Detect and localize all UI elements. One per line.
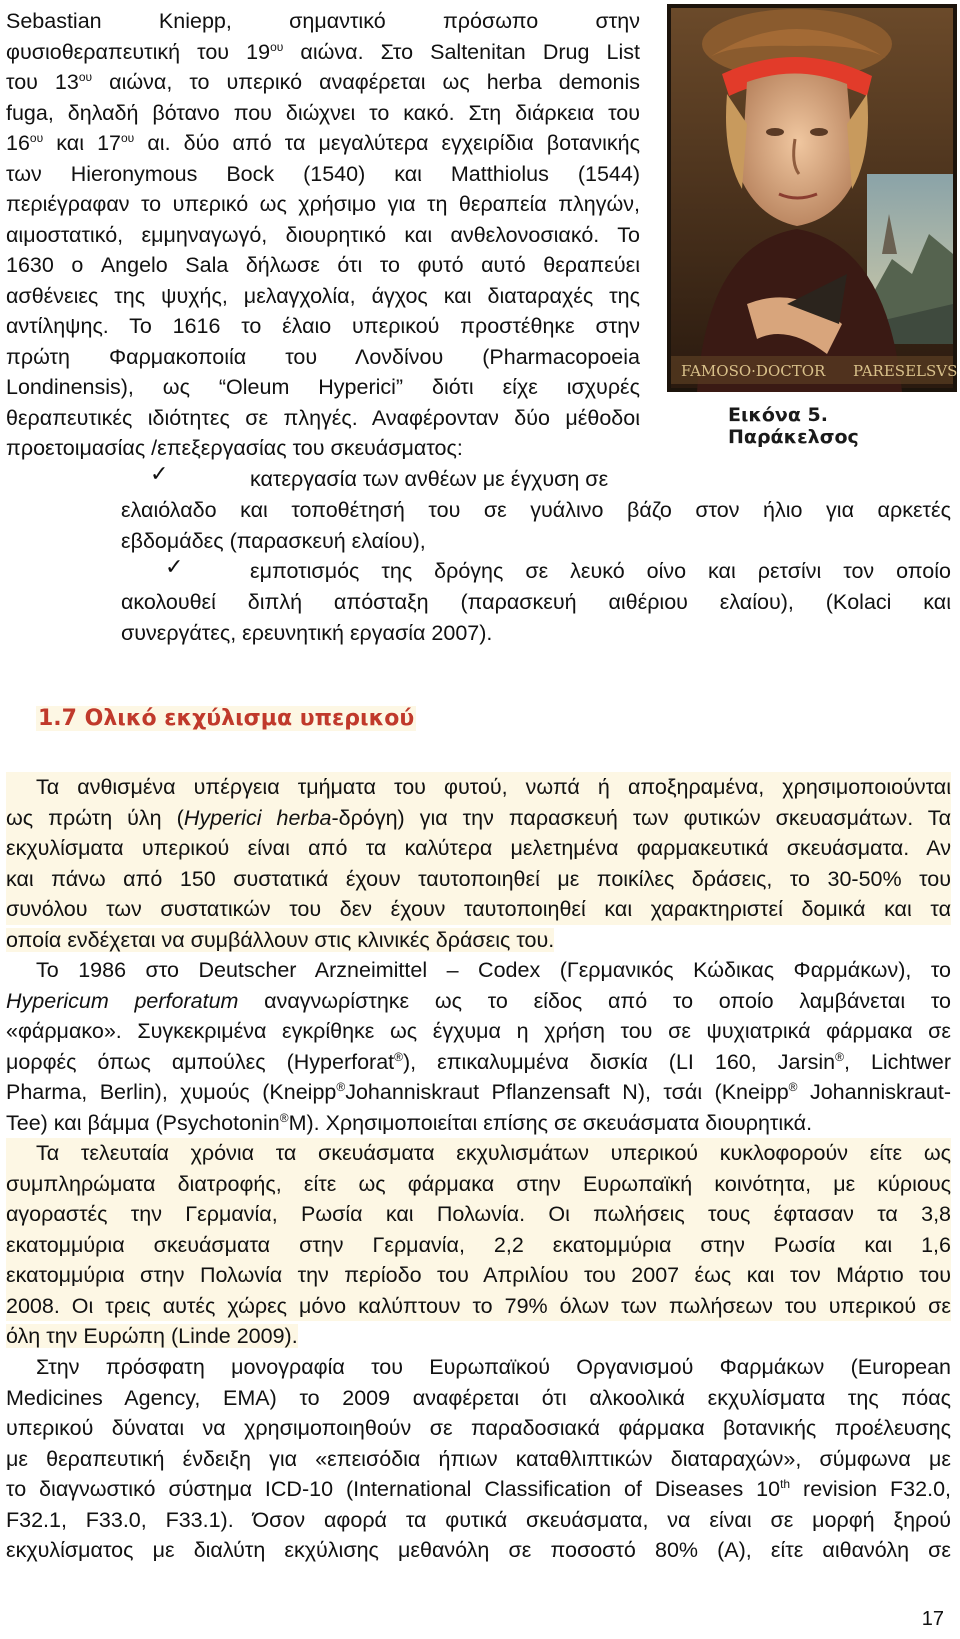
text-line: αγοραστές την Γερμανία, Ρωσία και Πολωνία. Οι πωλήσεις τους έφτασαν τα 3,8 <box>6 1199 951 1230</box>
text-line: περιέγραφαν το υπερικό ως χρήσιμο για τη θεραπεία πληγών, <box>6 192 640 216</box>
text-line: συνόλου των συστατικών του δεν έχουν ταυτοποιηθεί και χαρακτηριστεί δομικά και τα <box>6 894 951 925</box>
text-line: ως πρώτη ύλη (Hyperici herba-δρόγη) για την παρασκευή των φυτικών σκευασμάτων. Τα <box>6 803 951 834</box>
text-line: ελαιόλαδο και τοποθέτησή του σε γυάλινο βάζο στον ήλιο για αρκετές <box>121 498 951 522</box>
text-line: πρώτη Φαρμακοποιία του Λονδίνου (Pharmacopoeia <box>6 344 640 369</box>
intro-paragraph <box>6 6 640 464</box>
paragraph-3 <box>6 1138 951 1352</box>
text-line: με θεραπευτική ένδειξη για «επεισόδια ήπιων καταθλιπτικών διαταραχών», σύμφωνα με <box>6 1446 951 1471</box>
text-line: ακολουθεί διπλή απόσταξη (παρασκευή αιθέριου ελαίου), (Kolaci και <box>121 590 951 614</box>
text-line: θεραπευτικές ιδιότητες σε πληγές. Αναφέρονταν δύο μέθοδοι <box>6 405 640 430</box>
text-line: Sebastian Kniepp, σημαντικό πρόσωπο στην <box>6 9 640 33</box>
bullet-1-first-line: κατεργασία των ανθέων με έγχυση σε <box>250 467 609 491</box>
text-line: οποία ενδέχεται να συμβάλλουν στις κλινικές δράσεις του. <box>6 927 555 952</box>
text-line: φυσιοθεραπευτική του $19^{o\upsilon}$ αιώνα. Στο Saltenitan Drug List <box>6 39 640 64</box>
portrait-image <box>667 4 957 392</box>
text-line: εκχυλίσματος με διαλύτη εκχύλισης μεθανόλη σε ποσοστό 80% (Α), είτε αιθανόλη σε <box>6 1538 951 1562</box>
text-line: προετοιμασίας /επεξεργασίας του σκευάσματος: <box>6 436 463 460</box>
bullet-1-continuation <box>121 495 951 556</box>
text-line: εκατομμύρια σκευάσματα στην Γερμανία, 2,2 εκατομμύρια στην Ρωσία και 1,6 <box>6 1230 951 1261</box>
text-line: Το 1986 στο Deutscher Arzneimittel – Codex (Γερμανικός Κώδικας Φαρμάκων), το <box>36 958 951 982</box>
text-line: υπερικού δύναται να χρησιμοποιηθούν σε παραδοσιακά φάρμακα βοτανικής προέλευσης <box>6 1416 951 1440</box>
page-number: 17 <box>921 1608 944 1630</box>
paragraph-4 <box>6 1352 951 1566</box>
portrait-inscription-left: FAMOSO·DOCTOR <box>681 362 826 380</box>
text-line: Τα τελευταία χρόνια τα σκευάσματα εκχυλισμάτων υπερικού κυκλοφορούν είτε ως <box>6 1138 951 1169</box>
text-line: εκχυλίσματα υπερικού είναι από τα καλύτερα μελετημένα φαρμακευτικά σκευάσματα. Αν <box>6 833 951 864</box>
paragraph-2 <box>6 955 951 1138</box>
text-line: του $13^{o\upsilon}$ αιώνα, το υπερικό αναφέρεται ως herba demonis <box>6 70 640 94</box>
text-line: Στην πρόσφατη μονογραφία του Ευρωπαϊκού Οργανισμού Φαρμάκων (European <box>36 1355 951 1379</box>
text-line: και πάνω από 150 συστατικά έχουν ταυτοποιηθεί με ποικίλες δράσεις, το 30-50% του <box>6 864 951 895</box>
section-heading: 1.7 Ολικό εκχύλισμα υπερικού <box>38 706 415 731</box>
bullet-2-continuation <box>121 587 951 648</box>
text-line: το διαγνωστικό σύστημα ICD-10 (International Classification of Diseases 10th revision F32.0, <box>6 1477 951 1501</box>
text-line: ασθένειες της ψυχής, μελαγχολία, άγχος και διαταραχές της <box>6 283 640 308</box>
figure-caption: Εικόνα 5. Παράκελσος <box>728 404 859 448</box>
text-line: συνεργάτες, ερευνητική εργασία 2007). <box>121 620 493 645</box>
text-line: Pharma, Berlin), χυμούς (Kneipp®Johanniskraut Pflanzensaft N), τσάι (Kneipp® Johanniskraut- <box>6 1080 951 1104</box>
text-line: Hypericum perforatum αναγνωρίστηκε ως το είδος από το οποίο λαμβάνεται το <box>6 988 951 1013</box>
text-line: αιμοστατικό, εμμηναγωγό, διουρητικό και ανθελονοσιακό. Το <box>6 222 640 247</box>
text-line: «φάρμακο». Συγκεκριμένα εγκρίθηκε ως έγχυμα η χρήση του σε ψυχιατρικά φάρμακα σε <box>6 1019 951 1043</box>
text-line: συμπληρώματα διατροφής, είτε ως φάρμακα στην Ευρωπαϊκή κοινότητα, με κύριους <box>6 1169 951 1200</box>
text-line: των Hieronymous Bock (1540) και Matthiolus (1544) <box>6 161 640 186</box>
text-line: εκατομμύρια στην Πολωνία την περίοδο του Απριλίου του 2007 έως και τον Μάρτιο του <box>6 1260 951 1291</box>
text-line: μορφές όπως αμπούλες (Hyperforat®), επικαλυμμένα δισκία (LI 160, Jarsin®, Lichtwer <box>6 1049 951 1074</box>
paragraph-1 <box>6 772 951 955</box>
text-line: F32.1, F33.0, F33.1). Όσον αφορά τα φυτικά σκευάσματα, να είναι σε μορφή ξηρού <box>6 1507 951 1532</box>
text-line: εβδομάδες (παρασκευή ελαίου), <box>121 528 426 553</box>
text-line: εμποτισμός της δρόγης σε λευκό οίνο και ρετσίνι τον οποίο <box>250 559 951 583</box>
text-line: Medicines Agency, EMA) το 2009 αναφέρεται ότι αλκοολικά εκχυλίσματα της πόας <box>6 1385 951 1410</box>
text-line: Τα ανθισμένα υπέργεια τμήματα του φυτού, νωπά ή αποξηραμένα, χρησιμοποιούνται <box>6 772 951 803</box>
paracelsus-portrait <box>667 4 957 392</box>
text-line: αντίληψης. Το 1616 το έλαιο υπερικού προστέθηκε στην <box>6 314 640 338</box>
portrait-inscription-right: PARESELSVS <box>853 362 957 380</box>
text-line: fuga, δηλαδή βότανο που διώχνει το κακό. Στη διάρκεια του <box>6 100 640 125</box>
text-line: 2008. Οι τρεις αυτές χώρες μόνο καλύπτουν το 79% όλων των πωλήσεων του υπερικού σε <box>6 1291 951 1322</box>
text-line: όλη την Ευρώπη (Linde 2009). <box>6 1324 298 1348</box>
check-icon: ✓ <box>165 555 184 580</box>
text-line: Londinensis), ως “Oleum Hyperici” διότι είχε ισχυρές <box>6 375 640 399</box>
text-line: Tee) και βάμμα (Psychotonin®M). Χρησιμοποιείται επίσης σε σκευάσματα διουρητικά. <box>6 1110 813 1135</box>
text-line: $16^{o\upsilon}$ και $17^{o\upsilon}$ αι. δύο από τα μεγαλύτερα εγχειρίδια βοτανικής <box>6 131 640 155</box>
check-icon: ✓ <box>150 462 169 487</box>
text-line: 1630 ο Angelo Sala δήλωσε ότι το φυτό αυτό θεραπεύει <box>6 253 640 277</box>
bullet-2-first-line <box>250 556 951 587</box>
